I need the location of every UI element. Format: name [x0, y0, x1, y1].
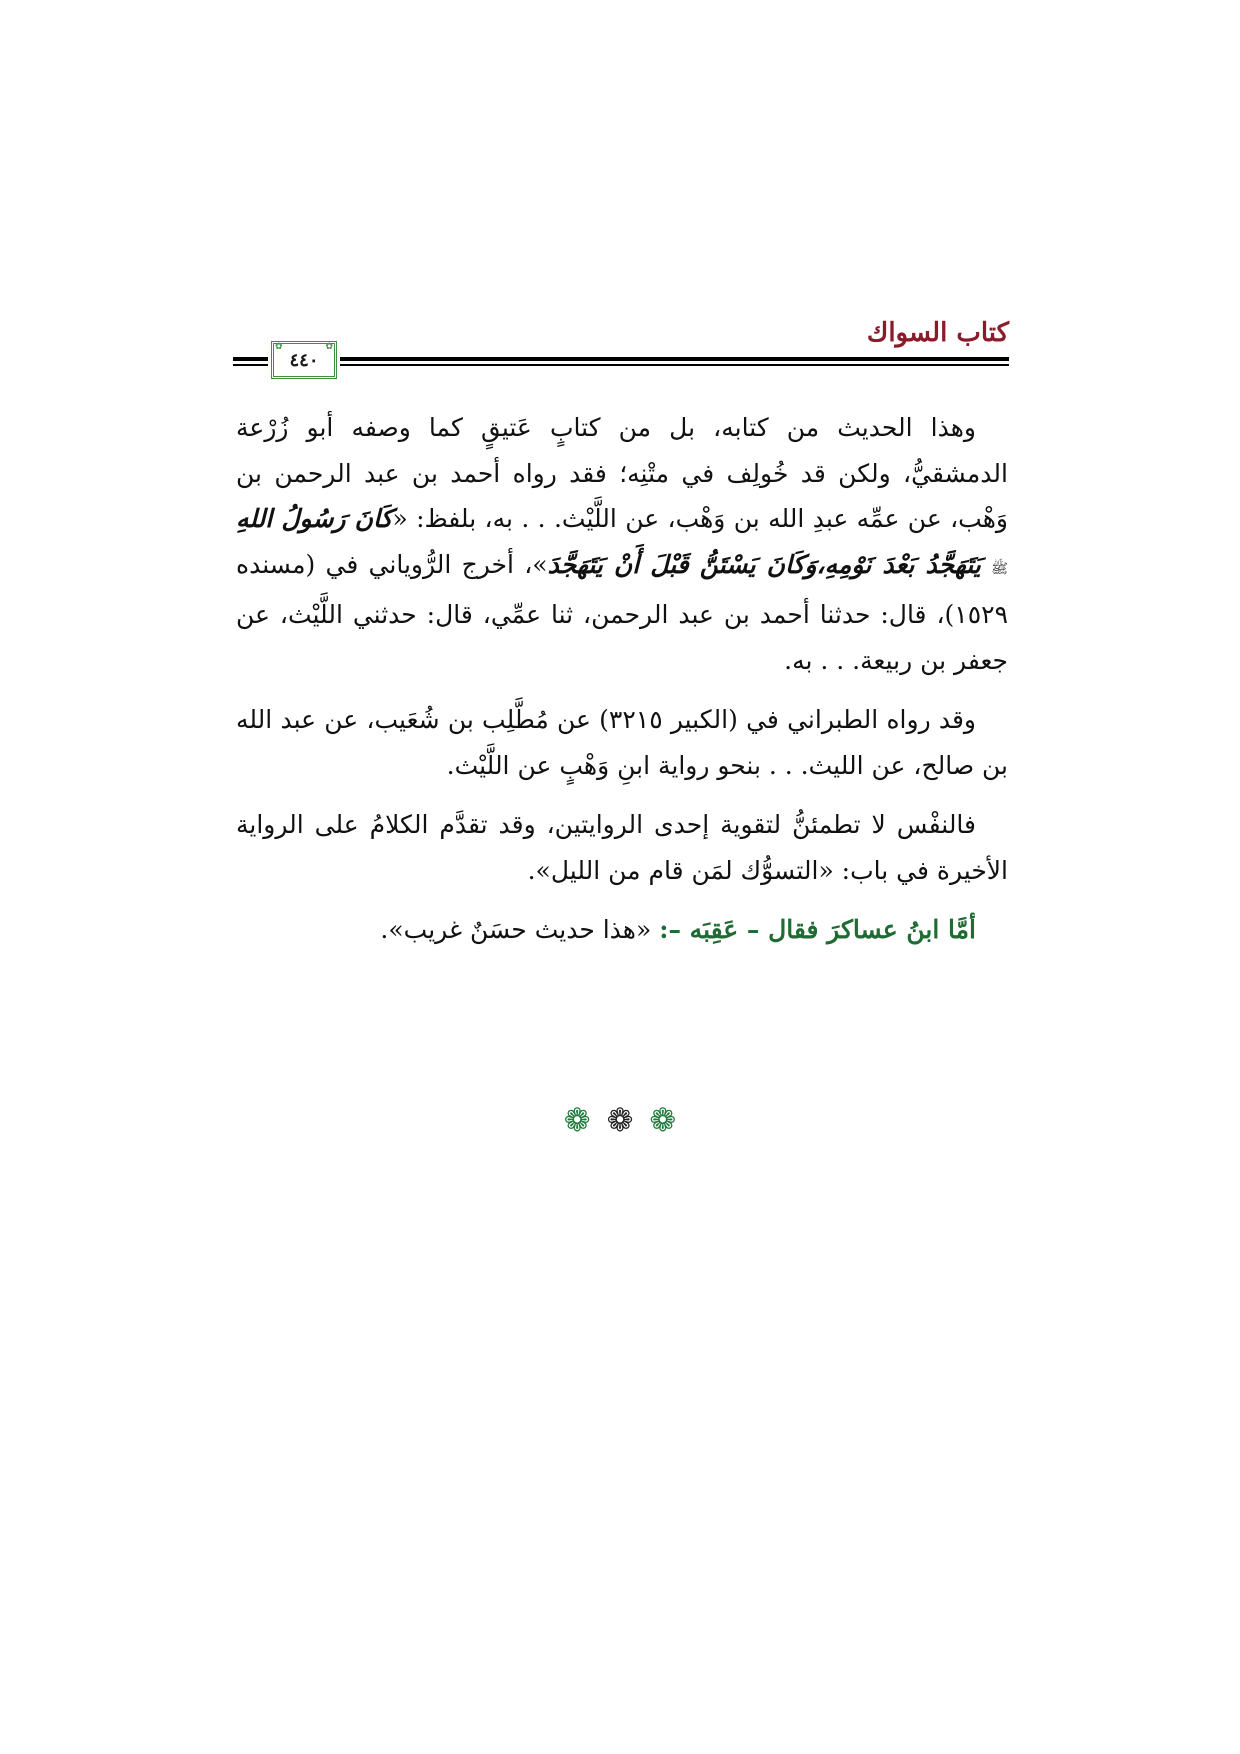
section-end-ornaments	[520, 1100, 720, 1140]
body-text	[236, 405, 1008, 967]
flower-ornament-icon: ❁	[563, 1101, 591, 1139]
header-rule-thick	[233, 357, 1009, 361]
p1-text-after: »، أخرج الرُّوياني في (مسنده ١٥٢٩)، قال: حدثنا أحمد بن عبد الرحمن، ثنا عمِّي، قال: حدثني اللَّيْث، عن جعفر بن ربيعة. . . به.	[236, 549, 1008, 675]
book-title: كتاب السواك	[866, 318, 1009, 348]
ibn-asakir-lead: أمَّا ابنُ عساكرَ فقال – عَقِبَه –:	[659, 915, 976, 944]
hadith-quote-a: كَانَ رَسُولُ اللهِ	[236, 504, 393, 533]
paragraph-4	[236, 907, 1008, 953]
header-rule-thin	[233, 364, 1009, 366]
flower-ornament-icon: ❁	[606, 1101, 634, 1139]
page-header	[233, 315, 1009, 383]
hadith-quote-b: يَتَهَجَّدُ بَعْدَ نَوْمِهِ،وَكَانَ يَسْتَنُّ قَبْلَ أَنْ يَتَهَجَّدَ	[547, 549, 981, 579]
paragraph-2: وقد رواه الطبراني في (الكبير ٣٢١٥) عن مُطَّلِب بن شُعَيب، عن عبد الله بن صالح، عن الليث. . . بنحو رواية ابنِ وَهْبٍ عن اللَّيْث.	[236, 705, 1008, 780]
salutation-glyph: ﷺ	[991, 560, 1008, 577]
paragraph-3: فالنفْس لا تطمئنُّ لتقوية إحدى الروايتين، وقد تقدَّم الكلامُ على الرواية الأخيرة في باب: «التسوُّك لمَن قام من الليل».	[236, 810, 1008, 885]
page-number-frame	[271, 341, 337, 379]
paragraph-1	[236, 405, 1008, 683]
page-number: ✿ ٤٤٠	[289, 349, 319, 371]
ibn-asakir-quote: «هذا حديث حسَنٌ غريب».	[380, 915, 660, 944]
flower-ornament-icon: ❁	[649, 1101, 677, 1139]
p1-text-before: وهذا الحديث من كتابه، بل من كتابٍ عَتيقٍ كما وصفه أبو زُرْعة الدمشقيُّ، ولكن قد خُولِف في متْنِه؛ فقد رواه أحمد بن عبد الرحمن بن وَهْب، عن عمِّه عبدِ الله بن وَهْب، عن اللَّيْث. . . به، بلفظ: «	[236, 413, 1008, 533]
